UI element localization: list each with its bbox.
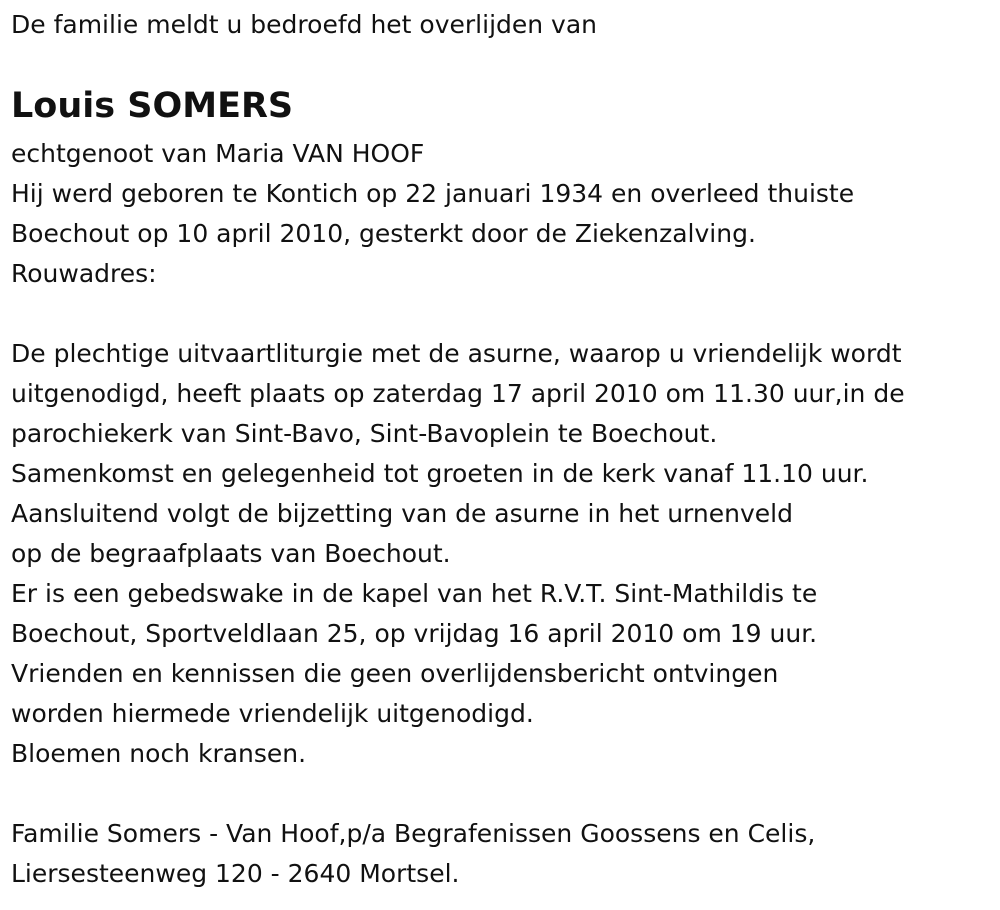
funeral-line: Vrienden en kennissen die geen overlijdensbericht ontvingen: [11, 659, 779, 688]
birth-death-line: Hij werd geboren te Kontich op 22 januari 1934 en overleed thuiste: [11, 179, 855, 208]
funeral-line: worden hiermede vriendelijk uitgenodigd.: [11, 699, 534, 728]
spouse-line: echtgenoot van Maria VAN HOOF: [11, 139, 425, 168]
funeral-line: De plechtige uitvaartliturgie met de asurne, waarop u vriendelijk wordt: [11, 339, 902, 368]
funeral-line: Boechout, Sportveldlaan 25, op vrijdag 16 april 2010 om 19 uur.: [11, 619, 818, 648]
contact-line: Familie Somers - Van Hoof,p/a Begrafenissen Goossens en Celis,: [11, 819, 816, 848]
mourning-address-label: Rouwadres:: [11, 259, 157, 288]
paragraph-spacer: [11, 294, 905, 334]
funeral-line: parochiekerk van Sint-Bavo, Sint-Bavoplein te Boechout.: [11, 419, 718, 448]
funeral-line: Aansluitend volgt de bijzetting van de asurne in het urnenveld: [11, 499, 793, 528]
notice-body: [11, 134, 905, 894]
intro-text: De familie meldt u bedroefd het overlijden van: [11, 10, 598, 39]
birth-death-line: Boechout op 10 april 2010, gesterkt door de Ziekenzalving.: [11, 219, 756, 248]
paragraph-spacer: [11, 774, 905, 814]
funeral-line: Bloemen noch kransen.: [11, 739, 307, 768]
deceased-name: Louis SOMERS: [11, 86, 294, 126]
funeral-line: Er is een gebedswake in de kapel van het R.V.T. Sint-Mathildis te: [11, 579, 818, 608]
funeral-line: op de begraafplaats van Boechout.: [11, 539, 451, 568]
funeral-line: uitgenodigd, heeft plaats op zaterdag 17 april 2010 om 11.30 uur,in de: [11, 379, 905, 408]
funeral-line: Samenkomst en gelegenheid tot groeten in de kerk vanaf 11.10 uur.: [11, 459, 869, 488]
contact-line: Liersesteenweg 120 - 2640 Mortsel.: [11, 859, 460, 888]
